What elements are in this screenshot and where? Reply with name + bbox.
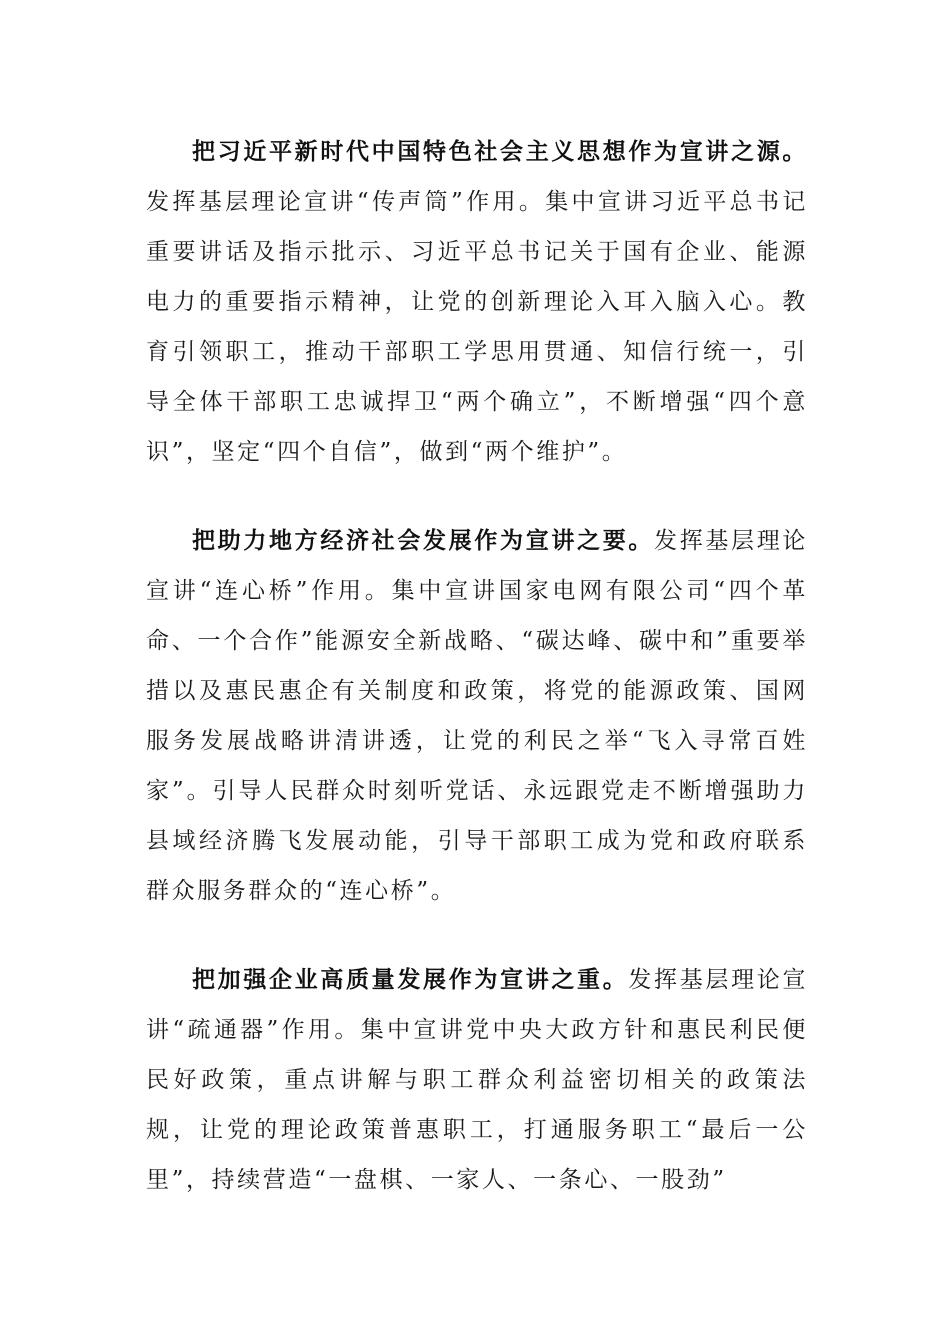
paragraph-text: 发挥基层理论宣讲“传声筒”作用。集中宣讲习近平总书记重要讲话及指示批示、习近平总书记关于国有企业、能源电力的重要指示精神，让党的创新理论入耳入脑入心。教育引领职工，推动干部职工学思用贯通、知信行统一，引导全体干部职工忠诚捍卫“两个确立”，不断增强“四个意识”，坚定“四个自信”，做到“两个维护”。 xyxy=(146,189,808,465)
document-body xyxy=(146,127,808,1205)
paragraph-key xyxy=(146,516,808,916)
paragraph-heading: 把习近平新时代中国特色社会主义思想作为宣讲之源。 xyxy=(192,138,808,165)
paragraph-text: 发挥基层理论宣讲“疏通器”作用。集中宣讲党中央大政方针和惠民利民便民好政策，重点讲解与职工群众利益密切相关的政策法规，让党的理论政策普惠职工，打通服务职工“最后一公里”，持续营造“一盘棋、一家人、一条心、一股劲” xyxy=(146,967,809,1193)
paragraph-heading: 把加强企业高质量发展作为宣讲之重。 xyxy=(192,966,629,993)
paragraph-text: 发挥基层理论宣讲“连心桥”作用。集中宣讲国家电网有限公司“四个革命、一个合作”能源安全新战略、“碳达峰、碳中和”重要举措以及惠民惠企有关制度和政策，将党的能源政策、国网服务发展战略讲清讲透，让党的利民之举“飞入寻常百姓家”。引导人民群众时刻听党话、永远跟党走不断增强助力县域经济腾飞发展动能，引导干部职工成为党和政府联系群众服务群众的“连心桥”。 xyxy=(146,528,808,904)
paragraph-focus xyxy=(146,955,808,1205)
paragraph-heading: 把助力地方经济社会发展作为宣讲之要。 xyxy=(192,527,655,554)
paragraph-source xyxy=(146,127,808,477)
